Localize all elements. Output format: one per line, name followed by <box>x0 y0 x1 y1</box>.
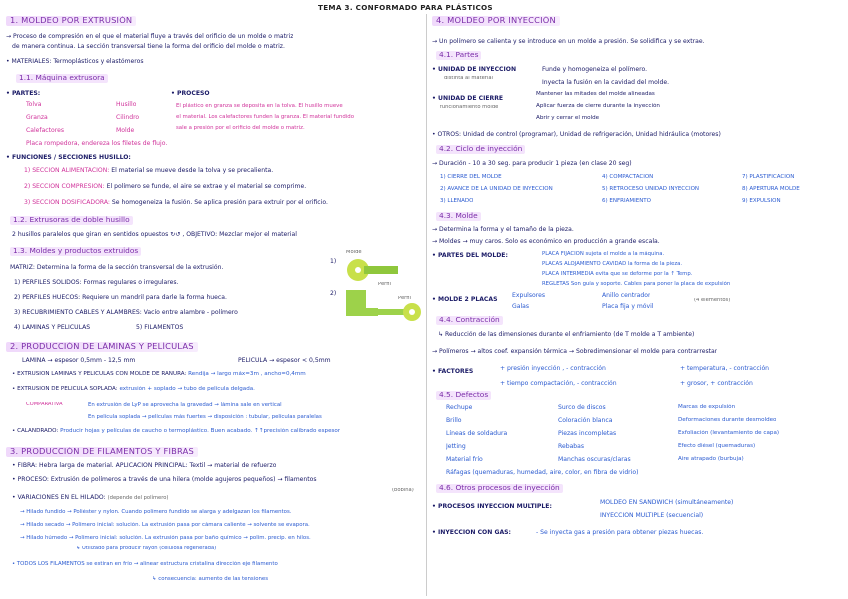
part-label: Granza <box>26 114 48 121</box>
step: 6) ENFRIAMIENTO <box>602 198 651 204</box>
label: • INYECCIÓN CON GAS: <box>432 529 511 536</box>
figure-label: 1) <box>330 258 337 265</box>
text-line: → Un polímero se calienta y se introduce en un molde a presión. Se solidifica y se extrae. <box>432 38 705 45</box>
defect-item: Rechupe <box>446 404 473 411</box>
text-line: + tiempo compactación, - contracción <box>500 380 617 387</box>
subsection-heading: 4.5. Defectos <box>436 391 491 400</box>
text-line: Abrir y cerrar el molde <box>536 115 600 121</box>
text-line: Funde y homogeneiza el polímero. <box>542 66 648 73</box>
right-column <box>432 0 844 599</box>
subsection-heading: 4.1. Partes <box>436 51 481 60</box>
text-line: 2) PERFILES HUECOS: Requiere un mandril para darle la forma hueca. <box>14 294 227 301</box>
defect-item: Material frío <box>446 456 483 463</box>
text-line: → Proceso de compresión en el que el material fluye a través del orificio de un molde o matriz <box>6 33 294 40</box>
label: 1) SECCIÓN ALIMENTACIÓN: <box>24 167 110 174</box>
step: 5) RETROCESO UNIDAD INYECCIÓN <box>602 186 700 192</box>
text-line: PELÍCULA → espesor < 0,5mm <box>238 357 331 364</box>
text-line: Anillo centrador <box>602 292 651 299</box>
text-line: MOLDEO EN SÁNDWICH (simultáneamente) <box>600 499 734 506</box>
text-line: En película soplada → películas más fuertes → disposición : tubular, películas paralelas <box>88 414 322 420</box>
step: 8) APERTURA MOLDE <box>742 186 800 192</box>
text-line: → Moldes → muy caros. Solo es económico en producción a grande escala. <box>432 238 660 245</box>
note: (4 elementos) <box>694 298 731 303</box>
text-line: REGLETAS Son guía y soporte. Cables para poner la placa de expulsión <box>542 281 731 287</box>
label: • FUNCIONES / SECCIONES HUSILLO: <box>6 154 131 161</box>
defect-item: Coloración blanca <box>558 417 613 424</box>
label: COMPARATIVA <box>26 402 63 407</box>
text-line: Expulsores <box>512 292 546 299</box>
text-line: El material se mueve desde la tolva y se precalienta. <box>111 167 274 174</box>
text-line: ↳ Reducción de las dimensiones durante el enfriamiento (de T molde a T ambiente) <box>438 331 695 338</box>
label: • UNIDAD DE INYECCIÓN <box>432 66 517 73</box>
label: • UNIDAD DE CIERRE <box>432 95 504 102</box>
text-line: 2 husillos paralelos que giran en sentidos opuestos ↻↺ , OBJETIVO: Mezclar mejor el material <box>12 231 297 238</box>
defect-item: Deformaciones durante desmoldeo <box>678 417 777 423</box>
left-column <box>6 0 424 599</box>
label: • PROCESO <box>171 90 210 97</box>
text-line: de manera continua. La sección transversal tiene la forma del orificio del molde o matriz. <box>12 43 285 50</box>
subsection-heading: 4.3. Molde <box>436 212 481 221</box>
text-line: el material. Los calefactores funden la granza. El material fundido <box>176 114 355 120</box>
text-line: → Duración - 10 a 30 seg. para producir 1 pieza (en clase 20 seg) <box>432 160 632 167</box>
column-divider <box>426 14 427 596</box>
text-line: Inyecta la fusión en la cavidad del molde. <box>542 79 670 86</box>
defect-item: Exfoliación (levantamiento de capa) <box>678 430 780 436</box>
subsection-heading: 4.6. Otros procesos de inyección <box>436 484 563 493</box>
text-line: + temperatura, - contracción <box>680 365 770 372</box>
part-label: Husillo <box>116 101 137 108</box>
text-line: El plástico en granza se deposita en la tolva. El husillo mueve <box>176 103 343 109</box>
text-line: - Se inyecta gas a presión para obtener piezas huecas. <box>536 529 704 536</box>
label: • CALANDRADO: <box>12 428 59 434</box>
section-heading: 1. MOLDEO POR EXTRUSIÓN <box>6 16 136 26</box>
part-label: Placa rompedora, endereza los filetes de flujo. <box>26 140 168 147</box>
defect-item: Piezas incompletas <box>558 430 617 437</box>
defect-item: Rebabas <box>558 443 585 450</box>
note: (depende del polímero) <box>107 495 169 501</box>
text-line: Placa fija y móvil <box>602 303 654 310</box>
text-line: • OTROS: Unidad de control (programar), Unidad de refrigeración, Unidad hidráulica (motores) <box>432 131 721 138</box>
defect-item: Marcas de expulsión <box>678 404 736 410</box>
subsection-heading: 1.1. Máquina extrusora <box>16 74 108 83</box>
label: • EXTRUSIÓN DE PELÍCULA SOPLADA: <box>12 386 118 392</box>
label: 2) SECCIÓN COMPRESIÓN: <box>24 183 105 190</box>
text-line: LÁMINA → espesor 0,5mm - 12,5 mm <box>22 357 136 364</box>
text-line: → Hilado húmedo → Polímero inicial: solución. La extrusión pasa por baño químico → polím. precip. en hilos. <box>20 535 311 541</box>
text-line: • MATERIALES: Termoplásticos y elastómeros <box>6 58 144 65</box>
text-line: → Polímeros → altos coef. expansión térmica → Sobredimensionar el molde para contrarrestar <box>432 348 718 355</box>
figure-label: Molde <box>346 250 362 255</box>
note: (bobina) <box>392 488 414 493</box>
label: • VARIACIONES EN EL HILADO: <box>12 494 106 501</box>
text-line: • PROCESO: Extrusión de polímeros a través de una hilera (molde agujeros pequeños) → filamentos <box>12 476 317 483</box>
text-line: 5) FILAMENTOS <box>136 324 184 331</box>
text-line: sale a presión por el orificio del molde o matriz. <box>176 125 305 131</box>
text-line: + grosor, + contracción <box>680 380 753 387</box>
text-line: • TODOS LOS FILAMENTOS se estiran en frío → alinear estructura cristalina dirección eje filamento <box>12 561 278 567</box>
subsection-heading: 1.3. Moldes y productos extruidos <box>10 247 141 256</box>
extrusion-mold-diagram <box>336 254 424 330</box>
text-line: 1) PERFILES SÓLIDOS: Formas regulares o irregulares. <box>14 279 179 286</box>
part-label: Molde <box>116 127 135 134</box>
subsection-heading: 1.2. Extrusoras de doble husillo <box>10 216 133 225</box>
note: funcionamiento molde <box>440 105 499 110</box>
figure-label: Perfil <box>398 296 411 301</box>
note: distinta al material <box>444 76 493 81</box>
text-line: INYECCIÓN MÚLTIPLE (secuencial) <box>600 512 704 519</box>
text-line: PLACA INTERMEDIA evita que se deforme por la ↑ Temp. <box>542 271 693 277</box>
defect-item: Brillo <box>446 417 462 424</box>
part-label: Cilindro <box>116 114 140 121</box>
defect-item: Líneas de soldadura <box>446 430 508 437</box>
label: • PARTES: <box>6 90 41 97</box>
part-label: Tolva <box>26 101 42 108</box>
label: • EXTRUSIÓN LÁMINAS Y PELÍCULAS CON MOLDE DE RANURA: <box>12 371 187 377</box>
text-line: Galas <box>512 303 530 310</box>
figure-label: 2) <box>330 290 337 297</box>
defect-item: Ráfagas (quemaduras, humedad, aire, color, en fibra de vidrio) <box>446 469 639 476</box>
defect-item: Aire atrapado (burbuja) <box>678 456 744 462</box>
text-line: En extrusión de LyP se aprovecha la gravedad → lámina sale en vertical <box>88 402 282 408</box>
section-heading: 4. MOLDEO POR INYECCIÓN <box>432 16 560 26</box>
text-line: 3) RECUBRIMIENTO CABLES Y ALAMBRES: Vacío entre alambre - polímero <box>14 309 238 316</box>
step: 7) PLASTIFICACIÓN <box>742 174 795 180</box>
figure-label: Perfil <box>378 282 391 287</box>
text-line: • FIBRA: Hebra larga de material. APLICACIÓN PRINCIPAL: Textil → material de refuerzo <box>12 462 277 469</box>
defect-item: Surco de discos <box>558 404 606 411</box>
step: 2) AVANCE DE LA UNIDAD DE INYECCIÓN <box>440 186 553 192</box>
subsection-heading: 4.2. Ciclo de inyección <box>436 145 525 154</box>
text-line: El polímero se funde, el aire se extrae y el material se comprime. <box>106 183 307 190</box>
step: 4) COMPACTACIÓN <box>602 174 654 180</box>
text-line: ↳ consecuencia: aumento de las tensiones <box>152 576 269 582</box>
defect-item: Jetting <box>446 443 466 450</box>
text-line: PLACAS ALOJAMIENTO CAVIDAD la forma de la pieza. <box>542 261 683 267</box>
text-line: 4) LÁMINAS Y PELÍCULAS <box>14 324 91 331</box>
text-line: → Hilado fundido → Poliéster y nylon. Cuando polímero fundido se alarga y adelgazan los filamentos. <box>20 509 292 515</box>
step: 9) EXPULSIÓN <box>742 198 781 204</box>
page-title: TEMA 3. CONFORMADO PARA PLÁSTICOS <box>318 3 493 12</box>
step: 3) LLENADO <box>440 198 474 204</box>
label: • PARTES DEL MOLDE: <box>432 252 508 259</box>
text-line: Se homogeneiza la fusión. Se aplica presión para extruir por el orificio. <box>111 199 328 206</box>
section-heading: 2. PRODUCCIÓN DE LÁMINAS Y PELÍCULAS <box>6 342 198 352</box>
text-line: Rendija → largo máx=3m , ancho=0,4mm <box>188 371 306 377</box>
label: 3) SECCIÓN DOSIFICADORA: <box>24 199 110 206</box>
section-heading: 3. PRODUCCIÓN DE FILAMENTOS Y FIBRAS <box>6 447 198 457</box>
subsection-heading: 4.4. Contracción <box>436 316 503 325</box>
defect-item: Efecto diésel (quemaduras) <box>678 443 756 449</box>
label: • MOLDE 2 PLACAS <box>432 296 498 303</box>
label: • PROCESOS INYECCIÓN MÚLTIPLE: <box>432 503 552 510</box>
text-line: MATRIZ: Determina la forma de la sección transversal de la extrusión. <box>10 264 224 271</box>
text-line: Mantener las mitades del molde alineadas <box>536 91 655 97</box>
label: • FACTORES <box>432 368 474 375</box>
text-line: PLACA FIJACIÓN sujeta el molde a la máquina. <box>542 251 665 257</box>
text-line: → Determina la forma y el tamaño de la pieza. <box>432 226 574 233</box>
text-line: extrusión + soplado → tubo de película delgada. <box>119 386 255 392</box>
text-line: Producir hojas y películas de caucho o termoplástico. Buen acabado. ↑↑precisión calibrado espesor <box>60 428 341 434</box>
defect-item: Manchas oscuras/claras <box>558 456 631 463</box>
step: 1) CIERRE DEL MOLDE <box>440 174 502 180</box>
part-label: Calefactores <box>26 127 65 134</box>
text-line: + presión inyección , - contracción <box>500 365 606 372</box>
text-line: Aplicar fuerza de cierre durante la inyección <box>536 103 660 109</box>
text-line: ↳ Utilizado para producir rayón (celulosa regenerada) <box>76 546 217 551</box>
text-line: → Hilado secado → Polímero inicial: solución. La extrusión pasa por cámara caliente → solvente se evapora. <box>20 522 310 528</box>
